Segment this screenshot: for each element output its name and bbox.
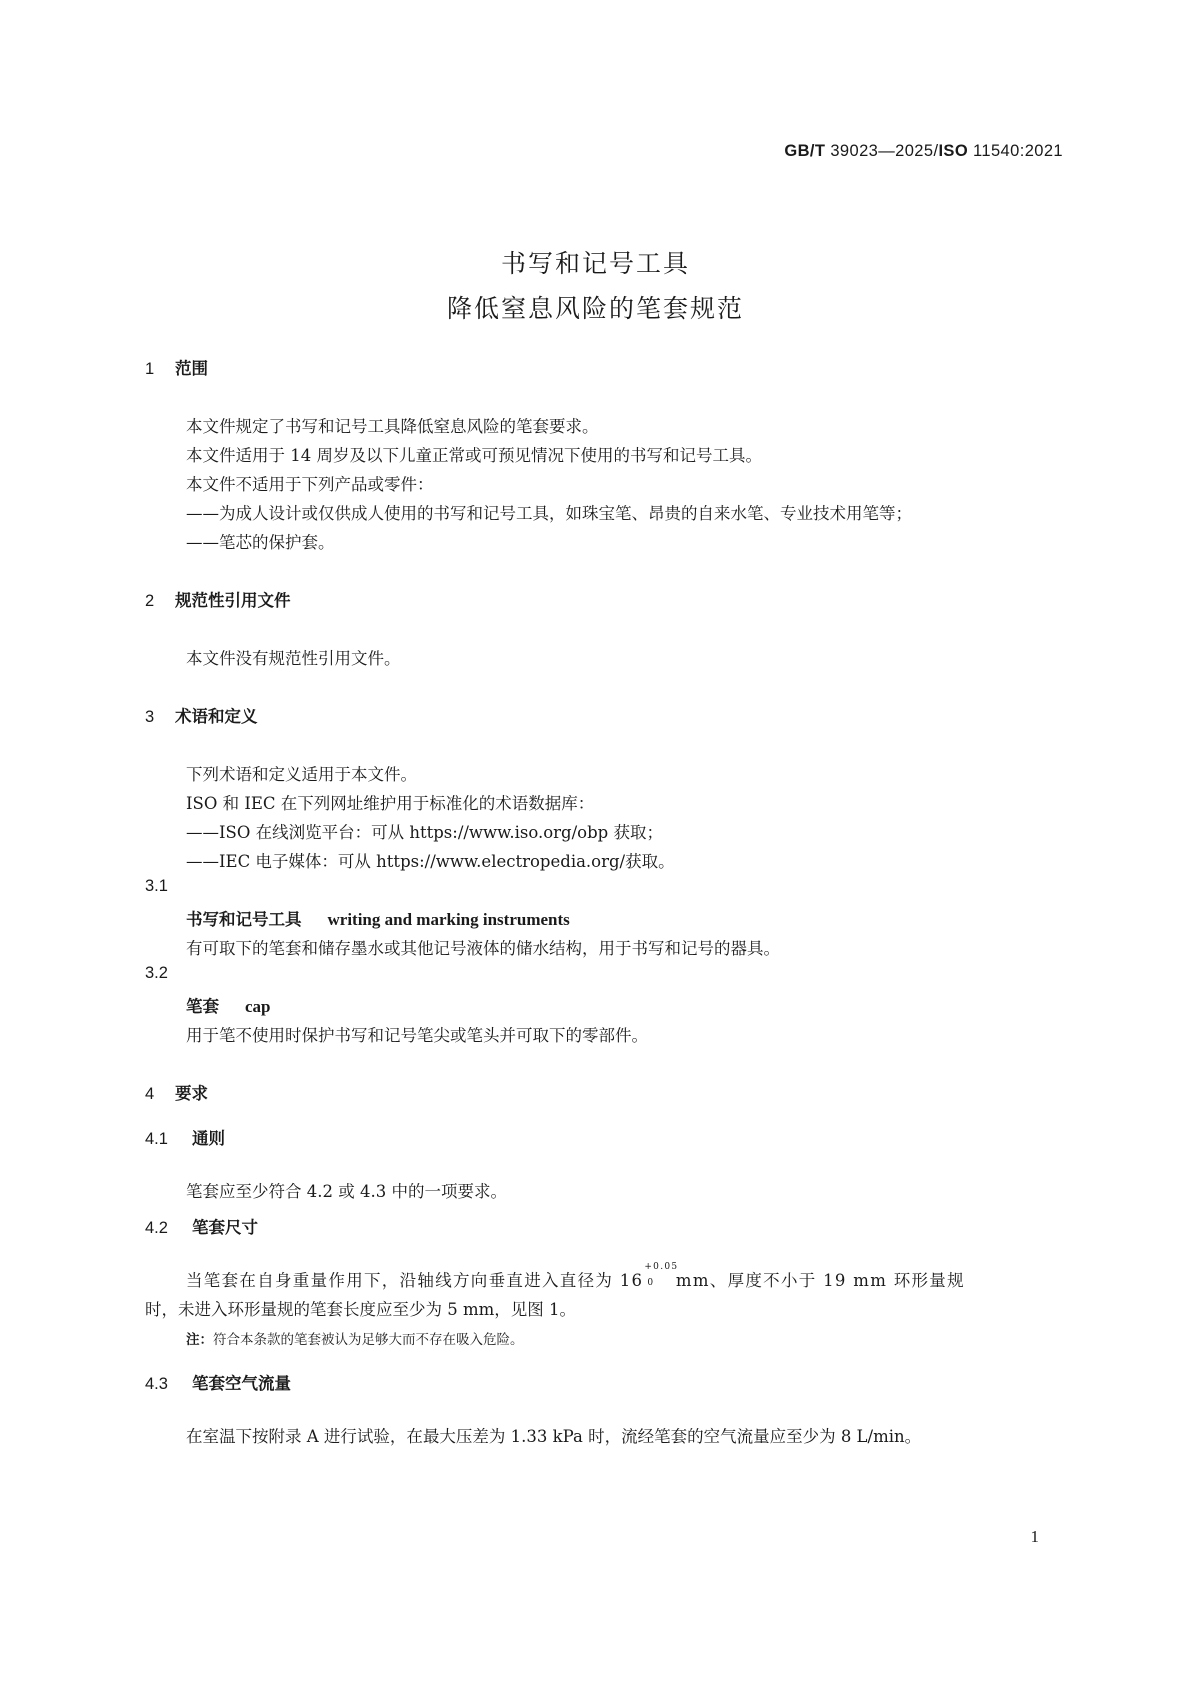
section-2-heading <box>145 587 291 611</box>
section-number: 2 <box>145 592 155 610</box>
section-number: 1 <box>145 360 155 378</box>
std-number-iso: 11540:2021 <box>968 142 1063 160</box>
term-3-1 <box>186 906 570 930</box>
s3-list-item-1: ——ISO 在线浏览平台：可从 https://www.iso.org/obp 获取； <box>186 823 663 842</box>
s2-paragraph-1: 本文件没有规范性引用文件。 <box>186 649 401 668</box>
s3-paragraph-1: 下列术语和定义适用于本文件。 <box>186 765 417 784</box>
term-en: writing and marking instruments <box>327 910 570 929</box>
section-title: 笔套尺寸 <box>192 1218 258 1237</box>
term-zh: 书写和记号工具 <box>186 910 302 929</box>
text-run: mm、厚度不小于 19 mm 环形量规 <box>669 1271 965 1290</box>
section-number: 3 <box>145 708 155 726</box>
s3-paragraph-2: ISO 和 IEC 在下列网址维护用于标准化的术语数据库： <box>186 794 595 813</box>
s3-list-item-2: ——IEC 电子媒体：可从 https://www.electropedia.org/获取。 <box>186 852 675 871</box>
term-3-1-number: 3.1 <box>145 877 168 895</box>
section-4-1-heading <box>145 1125 225 1149</box>
note-label: 注： <box>186 1332 213 1348</box>
s4-3-paragraph: 在室温下按附录 A 进行试验，在最大压差为 1.33 kPa 时，流经笔套的空气流量应至少为 8 L/min。 <box>186 1427 922 1446</box>
term-3-2 <box>186 993 271 1017</box>
section-title: 要求 <box>175 1084 208 1103</box>
section-number: 4.3 <box>145 1375 168 1393</box>
s1-paragraph-2: 本文件适用于 14 周岁及以下儿童正常或可预见情况下使用的书写和记号工具。 <box>186 446 762 465</box>
page-number: 1 <box>1030 1527 1039 1546</box>
section-title: 术语和定义 <box>175 707 258 726</box>
section-number: 4.1 <box>145 1130 168 1148</box>
s4-2-paragraph-line2: 时，未进入环形量规的笔套长度应至少为 5 mm，见图 1。 <box>145 1300 577 1319</box>
doc-title-line1: 书写和记号工具 <box>500 249 690 278</box>
section-number: 4.2 <box>145 1219 168 1237</box>
term-3-2-definition: 用于笔不使用时保护书写和记号笔尖或笔头并可取下的零部件。 <box>186 1026 648 1045</box>
doc-title-line2: 降低窒息风险的笔套规范 <box>446 294 744 323</box>
section-4-heading <box>145 1080 208 1104</box>
note-text: 符合本条款的笔套被认为足够大而不存在吸入危险。 <box>213 1332 524 1348</box>
std-prefix-iso: ISO <box>938 142 969 160</box>
std-prefix-gb: GB/T <box>784 142 826 160</box>
standard-number <box>784 142 1063 161</box>
section-1-heading <box>145 355 208 379</box>
section-3-heading <box>145 703 258 727</box>
term-zh: 笔套 <box>186 997 219 1016</box>
term-3-1-definition: 有可取下的笔套和储存墨水或其他记号液体的储水结构，用于书写和记号的器具。 <box>186 939 780 958</box>
s4-2-note <box>186 1328 524 1348</box>
section-title: 笔套空气流量 <box>192 1374 291 1393</box>
s1-paragraph-3: 本文件不适用于下列产品或零件： <box>186 475 434 494</box>
s4-2-paragraph-line1 <box>186 1262 965 1291</box>
tolerance <box>643 1262 679 1288</box>
std-number-gb: 39023—2025/ <box>825 142 939 160</box>
section-title: 范围 <box>175 359 208 378</box>
s1-list-item-2: ——笔芯的保护套。 <box>186 533 335 552</box>
s1-paragraph-1: 本文件规定了书写和记号工具降低窒息风险的笔套要求。 <box>186 417 599 436</box>
section-number: 4 <box>145 1085 155 1103</box>
term-3-2-number: 3.2 <box>145 964 168 982</box>
section-title: 规范性引用文件 <box>175 591 291 610</box>
section-4-2-heading <box>145 1214 258 1238</box>
section-title: 通则 <box>192 1129 225 1148</box>
text-run: 当笔套在自身重量作用下，沿轴线方向垂直进入直径为 16 <box>186 1271 644 1290</box>
tolerance-lower: 0 <box>647 1278 655 1288</box>
term-en: cap <box>245 997 271 1016</box>
section-4-3-heading <box>145 1370 291 1394</box>
s4-1-paragraph: 笔套应至少符合 4.2 或 4.3 中的一项要求。 <box>186 1182 507 1201</box>
tolerance-upper: +0.05 <box>644 1262 679 1272</box>
s1-list-item-1: ——为成人设计或仅供成人使用的书写和记号工具，如珠宝笔、昂贵的自来水笔、专业技术用笔等； <box>186 504 912 523</box>
